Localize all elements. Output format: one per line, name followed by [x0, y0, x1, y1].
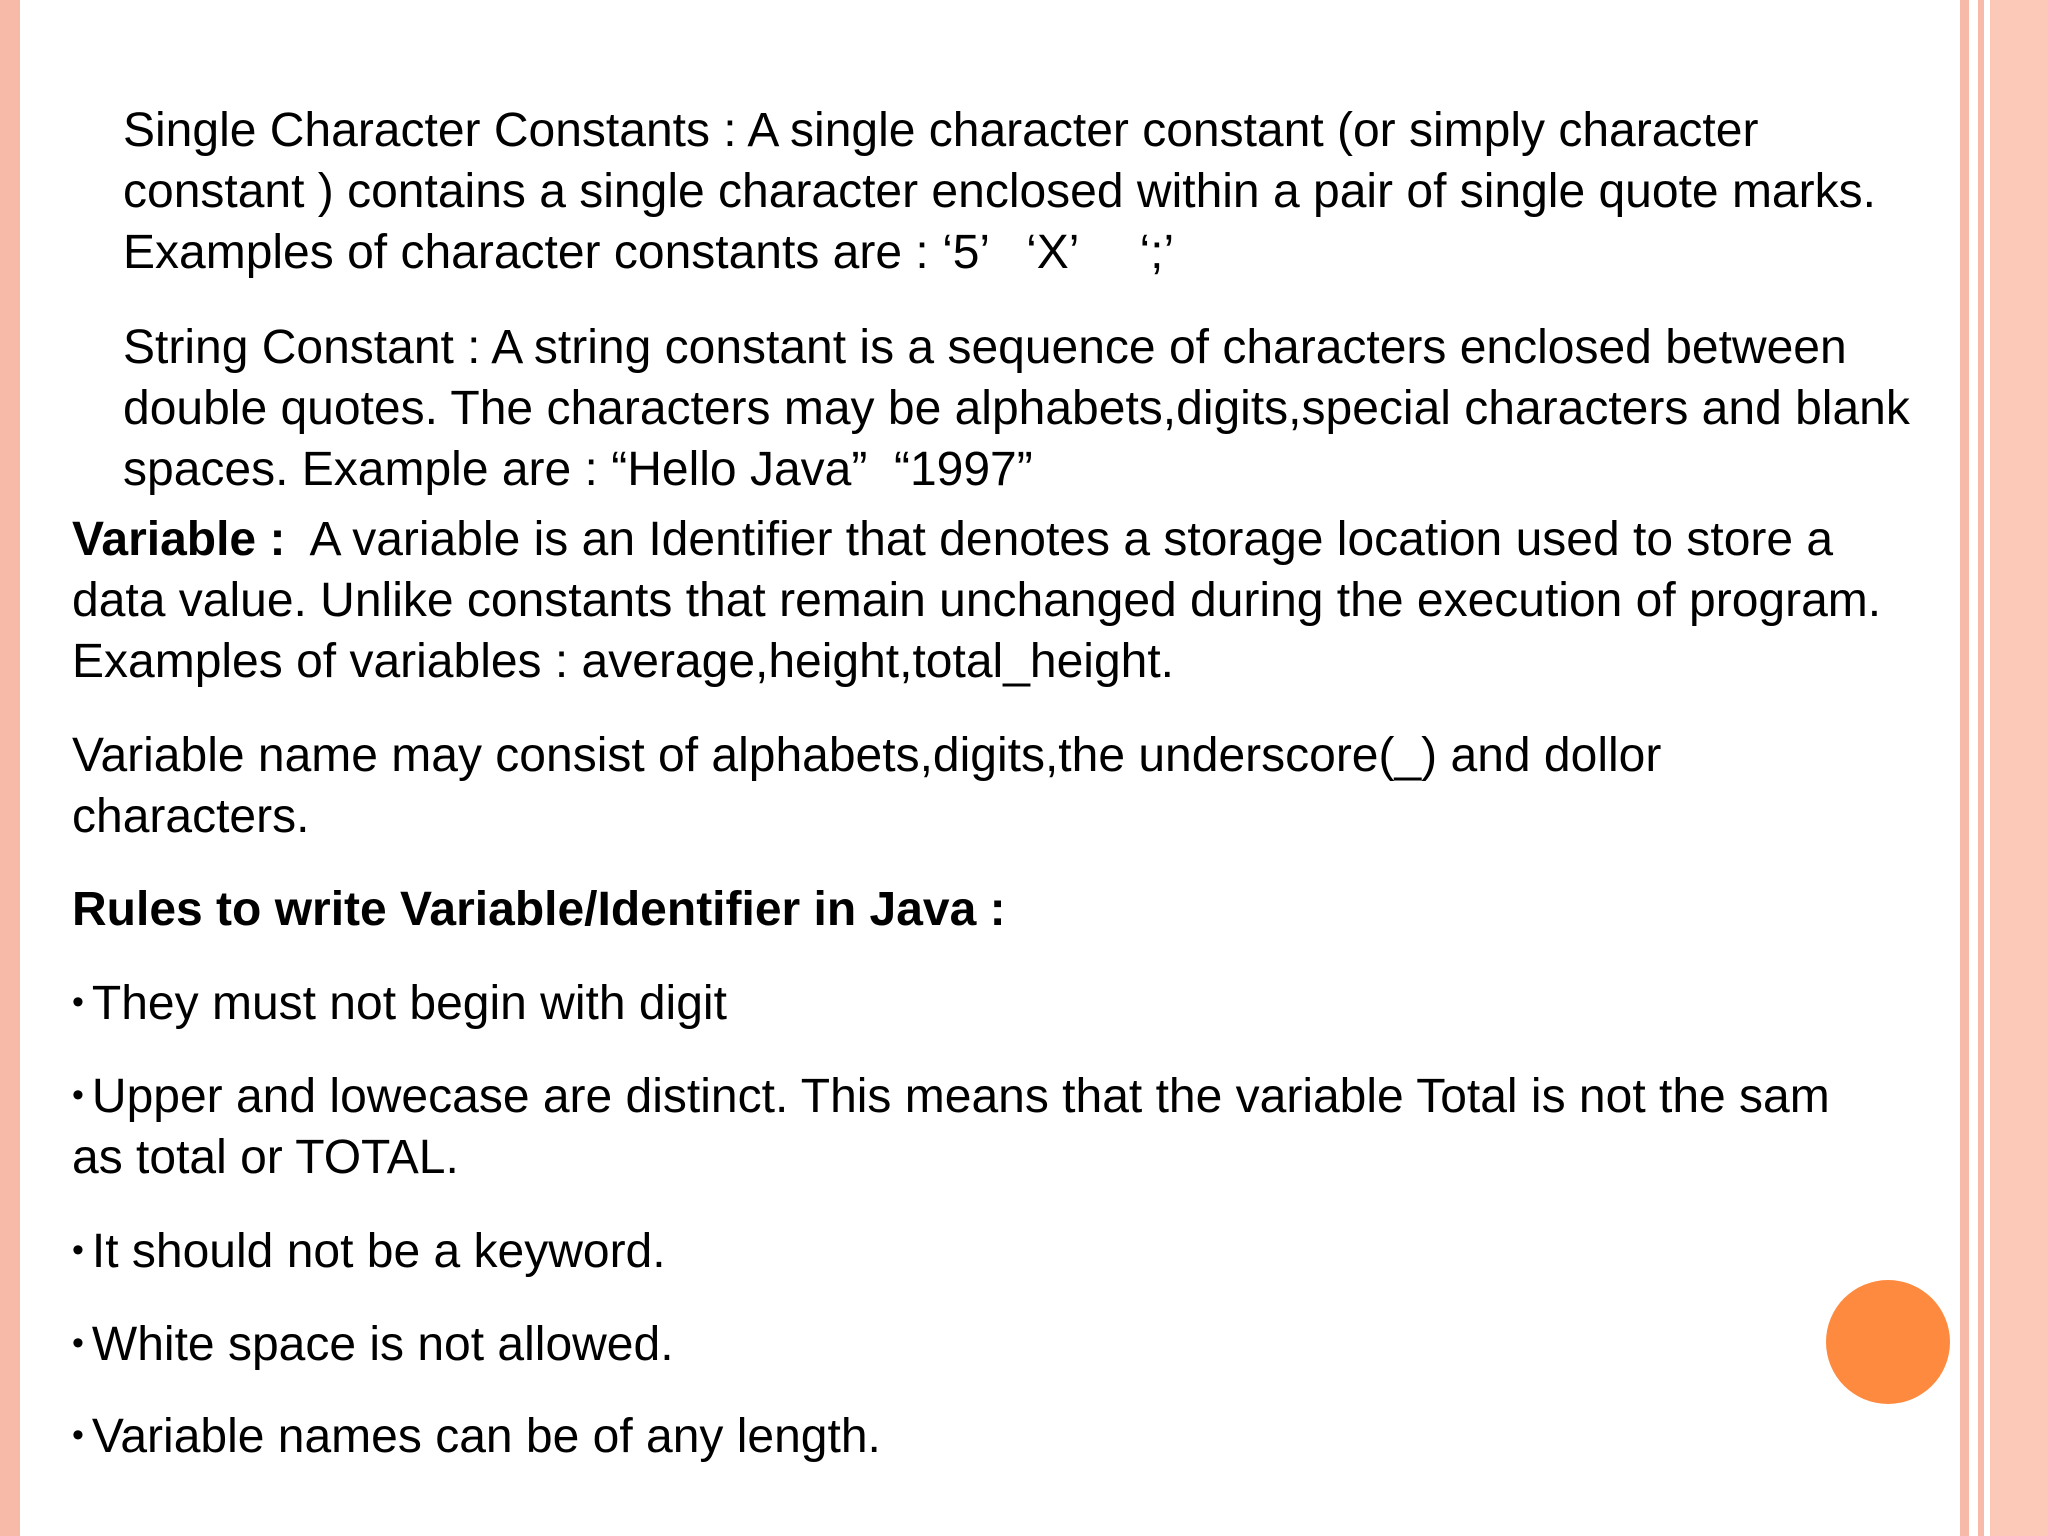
- text-line: constant ) contains a single character enclosed within a pair of single quote marks.: [123, 165, 1876, 218]
- rule-text: Upper and lowecase are distinct. This means that the variable Total is not the sam: [91, 1070, 1830, 1123]
- text-line: String Constant : A string constant is a sequence of characters enclosed between: [123, 321, 1847, 374]
- variable-definition: A variable is an Identifier that denotes a storage location used to store a: [309, 513, 1834, 566]
- rule-text: Variable names can be of any length.: [91, 1410, 881, 1463]
- example-char: ‘;’: [1139, 226, 1175, 279]
- single-character-constants-paragraph: [123, 100, 1876, 283]
- bullet-icon: •: [72, 1076, 84, 1114]
- example-char: ‘X’: [1026, 226, 1080, 279]
- text-line: [72, 1065, 1830, 1127]
- text-line: [72, 509, 1881, 570]
- variable-paragraph: [72, 509, 1881, 692]
- example-string: “1997”: [893, 443, 1033, 496]
- rule-item: [72, 972, 727, 1034]
- rule-item: [72, 1220, 666, 1282]
- rule-item: [72, 1313, 674, 1375]
- text-line: Variable name may consist of alphabets,digits,the underscore(_) and dollor: [72, 729, 1662, 782]
- text-line: double quotes. The characters may be alphabets,digits,special characters and blank: [123, 382, 1910, 435]
- text-line: Single Character Constants : A single character constant (or simply character: [123, 104, 1759, 157]
- rule-item: [72, 1065, 1830, 1188]
- text-line: [72, 1405, 881, 1467]
- text-line: [72, 972, 727, 1034]
- text-line: [72, 1220, 666, 1282]
- text-line: data value. Unlike constants that remain unchanged during the execution of program.: [72, 574, 1882, 627]
- example-char: ‘5’: [942, 226, 991, 279]
- text-line: [123, 439, 1910, 500]
- variable-name-paragraph: [72, 725, 1661, 847]
- bullet-icon: •: [72, 1324, 84, 1362]
- bullet-icon: •: [72, 1416, 84, 1454]
- rule-item: [72, 1405, 881, 1467]
- string-constant-paragraph: [123, 317, 1910, 500]
- rule-text: It should not be a keyword.: [91, 1225, 666, 1278]
- text-line: Examples of variables : average,height,total_height.: [72, 635, 1175, 688]
- examples-prefix: spaces. Example are :: [123, 443, 598, 496]
- example-string: “Hello Java”: [611, 443, 868, 496]
- orange-circle-decoration: [1826, 1280, 1950, 1404]
- examples-prefix: Examples of character constants are :: [123, 226, 929, 279]
- rule-text: White space is not allowed.: [91, 1318, 674, 1371]
- bullet-icon: •: [72, 1231, 84, 1269]
- rules-heading: [72, 879, 1006, 940]
- heading-text: Rules to write Variable/Identifier in Java :: [72, 883, 1006, 936]
- rule-text: They must not begin with digit: [91, 977, 727, 1030]
- text-line: [123, 222, 1876, 283]
- variable-label: Variable :: [72, 513, 286, 566]
- text-line: characters.: [72, 790, 310, 843]
- bullet-icon: •: [72, 983, 84, 1021]
- text-line: as total or TOTAL.: [72, 1131, 459, 1184]
- text-line: [72, 1313, 674, 1375]
